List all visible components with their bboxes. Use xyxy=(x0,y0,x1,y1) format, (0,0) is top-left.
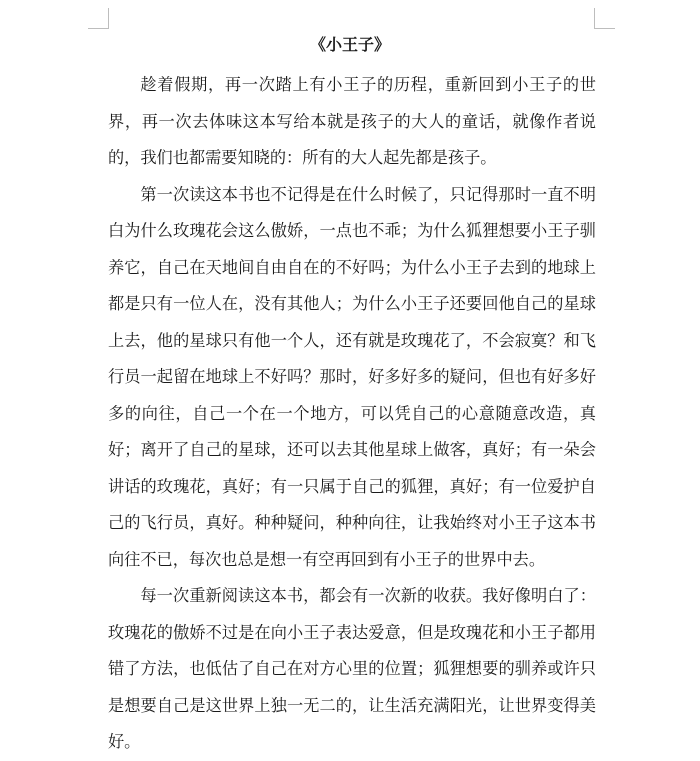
paragraph-3: 每一次重新阅读这本书，都会有一次新的收获。我好像明白了：玫瑰花的傲娇不过是在向小王子表达爱意，但是玫瑰花和小王子都用错了方法，也低估了自己在对方心里的位置；狐狸想要的驯养或许只是想要自己是这世界上独一无二的，让生活充满阳光，让世界变得美好。 xyxy=(108,586,596,751)
margin-corner-top-left xyxy=(88,8,109,29)
paragraph-2: 第一次读这本书也不记得是在什么时候了，只记得那时一直不明白为什么玫瑰花会这么傲娇，一点也不乖；为什么狐狸想要小王子驯养它，自己在天地间自由自在的不好吗；为什么小王子去到的地球上都是只有一位人在，没有其他人；为什么小王子还要回他自己的星球上去，他的星球只有他一个人，还有就是玫瑰花了，不会寂寞？和飞行员一起留在地球上不好吗？那时，好多好多的疑问，但也有好多好多的向往，自己一个在一个地方，可以凭自己的心意随意改造，真好；离开了自己的星球，还可以去其他星球上做客，真好；有一朵会讲话的玫瑰花，真好；有一只属于自己的狐狸，真好；有一位爱护自己的飞行员，真好。种种疑问，种种向往，让我始终对小王子这本书向往不已，每次也总是想一有空再回到有小王子的世界中去。 xyxy=(108,184,596,569)
document-body xyxy=(108,67,596,761)
document-title: 《小王子》 xyxy=(309,35,390,54)
margin-corner-top-right xyxy=(594,8,615,29)
paragraph-1: 趁着假期，再一次踏上有小王子的历程，重新回到小王子的世界，再一次去体味这本写给本就是孩子的大人的童话，就像作者说的，我们也都需要知晓的：所有的大人起先都是孩子。 xyxy=(108,75,596,167)
